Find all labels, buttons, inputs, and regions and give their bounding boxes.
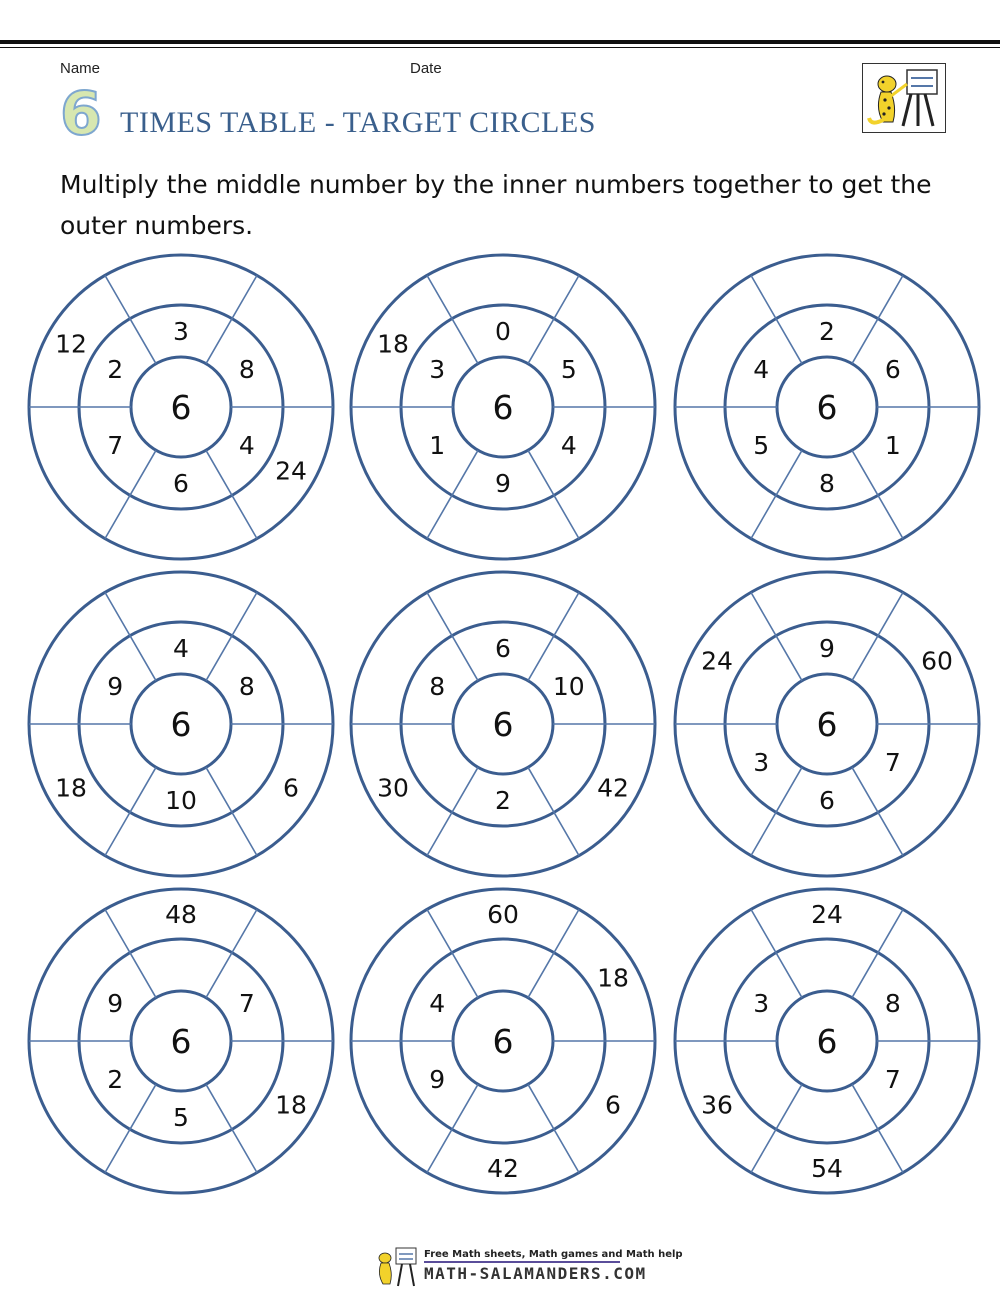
ring-spoke: [206, 592, 257, 680]
ring-spoke: [427, 275, 478, 363]
outer-number: 18: [55, 773, 87, 803]
inner-number: 3: [173, 317, 189, 346]
big-number: 6: [60, 79, 102, 149]
ring-spoke: [751, 767, 802, 855]
outer-number: 18: [597, 963, 629, 993]
outer-number: 6: [283, 773, 299, 803]
footer-site-link[interactable]: MATH-SALAMANDERS.COM: [424, 1264, 647, 1283]
center-number: 6: [170, 388, 192, 427]
inner-number: 4: [238, 431, 255, 460]
target-circle-4: [29, 572, 333, 876]
ring-spoke: [105, 592, 156, 680]
ring-spoke: [528, 1084, 579, 1172]
target-circle-9: [675, 889, 979, 1193]
ring-spoke: [427, 909, 478, 997]
inner-number: 10: [165, 786, 197, 815]
ring-spoke: [852, 275, 903, 363]
inner-number: 3: [753, 989, 770, 1018]
outer-number: 42: [597, 773, 629, 803]
ring-spoke: [105, 450, 156, 538]
inner-number: 7: [238, 989, 255, 1018]
inner-number: 2: [107, 1065, 124, 1094]
instructions-text: Multiply the middle number by the inner numbers together to get the outer numbers.: [60, 170, 932, 240]
inner-number: 7: [884, 1065, 901, 1094]
inner-number: 9: [107, 672, 124, 701]
inner-number: 8: [819, 469, 835, 498]
outer-number: 24: [275, 456, 307, 486]
ring-spoke: [751, 1084, 802, 1172]
inner-number: 6: [495, 634, 511, 663]
name-label: Name: [60, 60, 101, 77]
inner-number: 1: [429, 431, 446, 460]
inner-number: 8: [429, 672, 446, 701]
inner-number: 9: [495, 469, 511, 498]
ring-spoke: [528, 909, 579, 997]
ring-spoke: [206, 275, 257, 363]
ring-spoke: [427, 450, 478, 538]
inner-number: 4: [753, 355, 770, 384]
ring-spoke: [528, 592, 579, 680]
center-number: 6: [816, 1022, 838, 1061]
inner-number: 6: [819, 786, 835, 815]
inner-number: 5: [173, 1103, 189, 1132]
ring-spoke: [206, 450, 257, 538]
ring-spoke: [105, 1084, 156, 1172]
ring-spoke: [427, 1084, 478, 1172]
inner-number: 2: [107, 355, 124, 384]
outer-number: 60: [921, 646, 953, 676]
inner-number: 2: [495, 786, 511, 815]
outer-number: 12: [55, 329, 87, 359]
outer-number: 6: [605, 1090, 621, 1120]
ring-spoke: [751, 450, 802, 538]
center-number: 6: [170, 1022, 192, 1061]
ring-spoke: [528, 767, 579, 855]
outer-number: 60: [487, 900, 519, 929]
inner-number: 4: [560, 431, 577, 460]
ring-spoke: [528, 450, 579, 538]
ring-spoke: [427, 592, 478, 680]
date-label: Date: [410, 60, 442, 77]
center-number: 6: [492, 388, 514, 427]
ring-spoke: [105, 275, 156, 363]
target-circle-1: [29, 255, 333, 559]
ring-spoke: [206, 1084, 257, 1172]
outer-number: 24: [701, 646, 733, 676]
outer-number: 24: [811, 900, 843, 929]
ring-spoke: [852, 450, 903, 538]
ring-spoke: [751, 592, 802, 680]
outer-number: 42: [487, 1154, 519, 1183]
inner-number: 9: [429, 1065, 446, 1094]
center-number: 6: [816, 705, 838, 744]
inner-number: 9: [819, 634, 835, 663]
ring-spoke: [852, 1084, 903, 1172]
page-title: TIMES TABLE - TARGET CIRCLES: [120, 106, 596, 139]
inner-number: 2: [819, 317, 835, 346]
outer-number: 36: [701, 1090, 733, 1120]
inner-number: 6: [884, 355, 901, 384]
footer-divider: [424, 1261, 620, 1263]
target-circle-6: [675, 572, 979, 876]
ring-spoke: [852, 592, 903, 680]
inner-number: 10: [552, 672, 585, 701]
inner-number: 8: [238, 672, 255, 701]
footer-salamander-icon: [374, 1246, 420, 1290]
ring-spoke: [528, 275, 579, 363]
target-circle-3: [675, 255, 979, 559]
inner-number: 8: [884, 989, 901, 1018]
inner-number: 3: [753, 748, 770, 777]
ring-spoke: [427, 767, 478, 855]
center-number: 6: [492, 1022, 514, 1061]
outer-number: 54: [811, 1154, 843, 1183]
outer-number: 30: [377, 773, 409, 803]
center-number: 6: [492, 705, 514, 744]
inner-number: 7: [884, 748, 901, 777]
ring-spoke: [206, 767, 257, 855]
ring-spoke: [105, 767, 156, 855]
footer-salamander-logo: [374, 1246, 420, 1290]
inner-number: 8: [238, 355, 255, 384]
ring-spoke: [105, 909, 156, 997]
ring-spoke: [852, 909, 903, 997]
inner-number: 4: [173, 634, 189, 663]
ring-spoke: [206, 909, 257, 997]
outer-number: 18: [275, 1090, 307, 1120]
target-circle-7: [29, 889, 333, 1193]
target-circle-2: [351, 255, 655, 559]
inner-number: 4: [429, 989, 446, 1018]
ring-spoke: [852, 767, 903, 855]
target-circle-5: [351, 572, 655, 876]
inner-number: 7: [107, 431, 124, 460]
outer-number: 48: [165, 900, 197, 929]
inner-number: 9: [107, 989, 124, 1018]
inner-number: 3: [429, 355, 446, 384]
ring-spoke: [751, 275, 802, 363]
center-number: 6: [170, 705, 192, 744]
center-number: 6: [816, 388, 838, 427]
inner-number: 6: [173, 469, 189, 498]
inner-number: 1: [884, 431, 901, 460]
footer-tagline: Free Math sheets, Math games and Math help: [424, 1249, 683, 1260]
inner-number: 0: [495, 317, 511, 346]
outer-number: 18: [377, 329, 409, 359]
inner-number: 5: [560, 355, 577, 384]
inner-number: 5: [753, 431, 770, 460]
target-circle-8: [351, 889, 655, 1193]
ring-spoke: [751, 909, 802, 997]
